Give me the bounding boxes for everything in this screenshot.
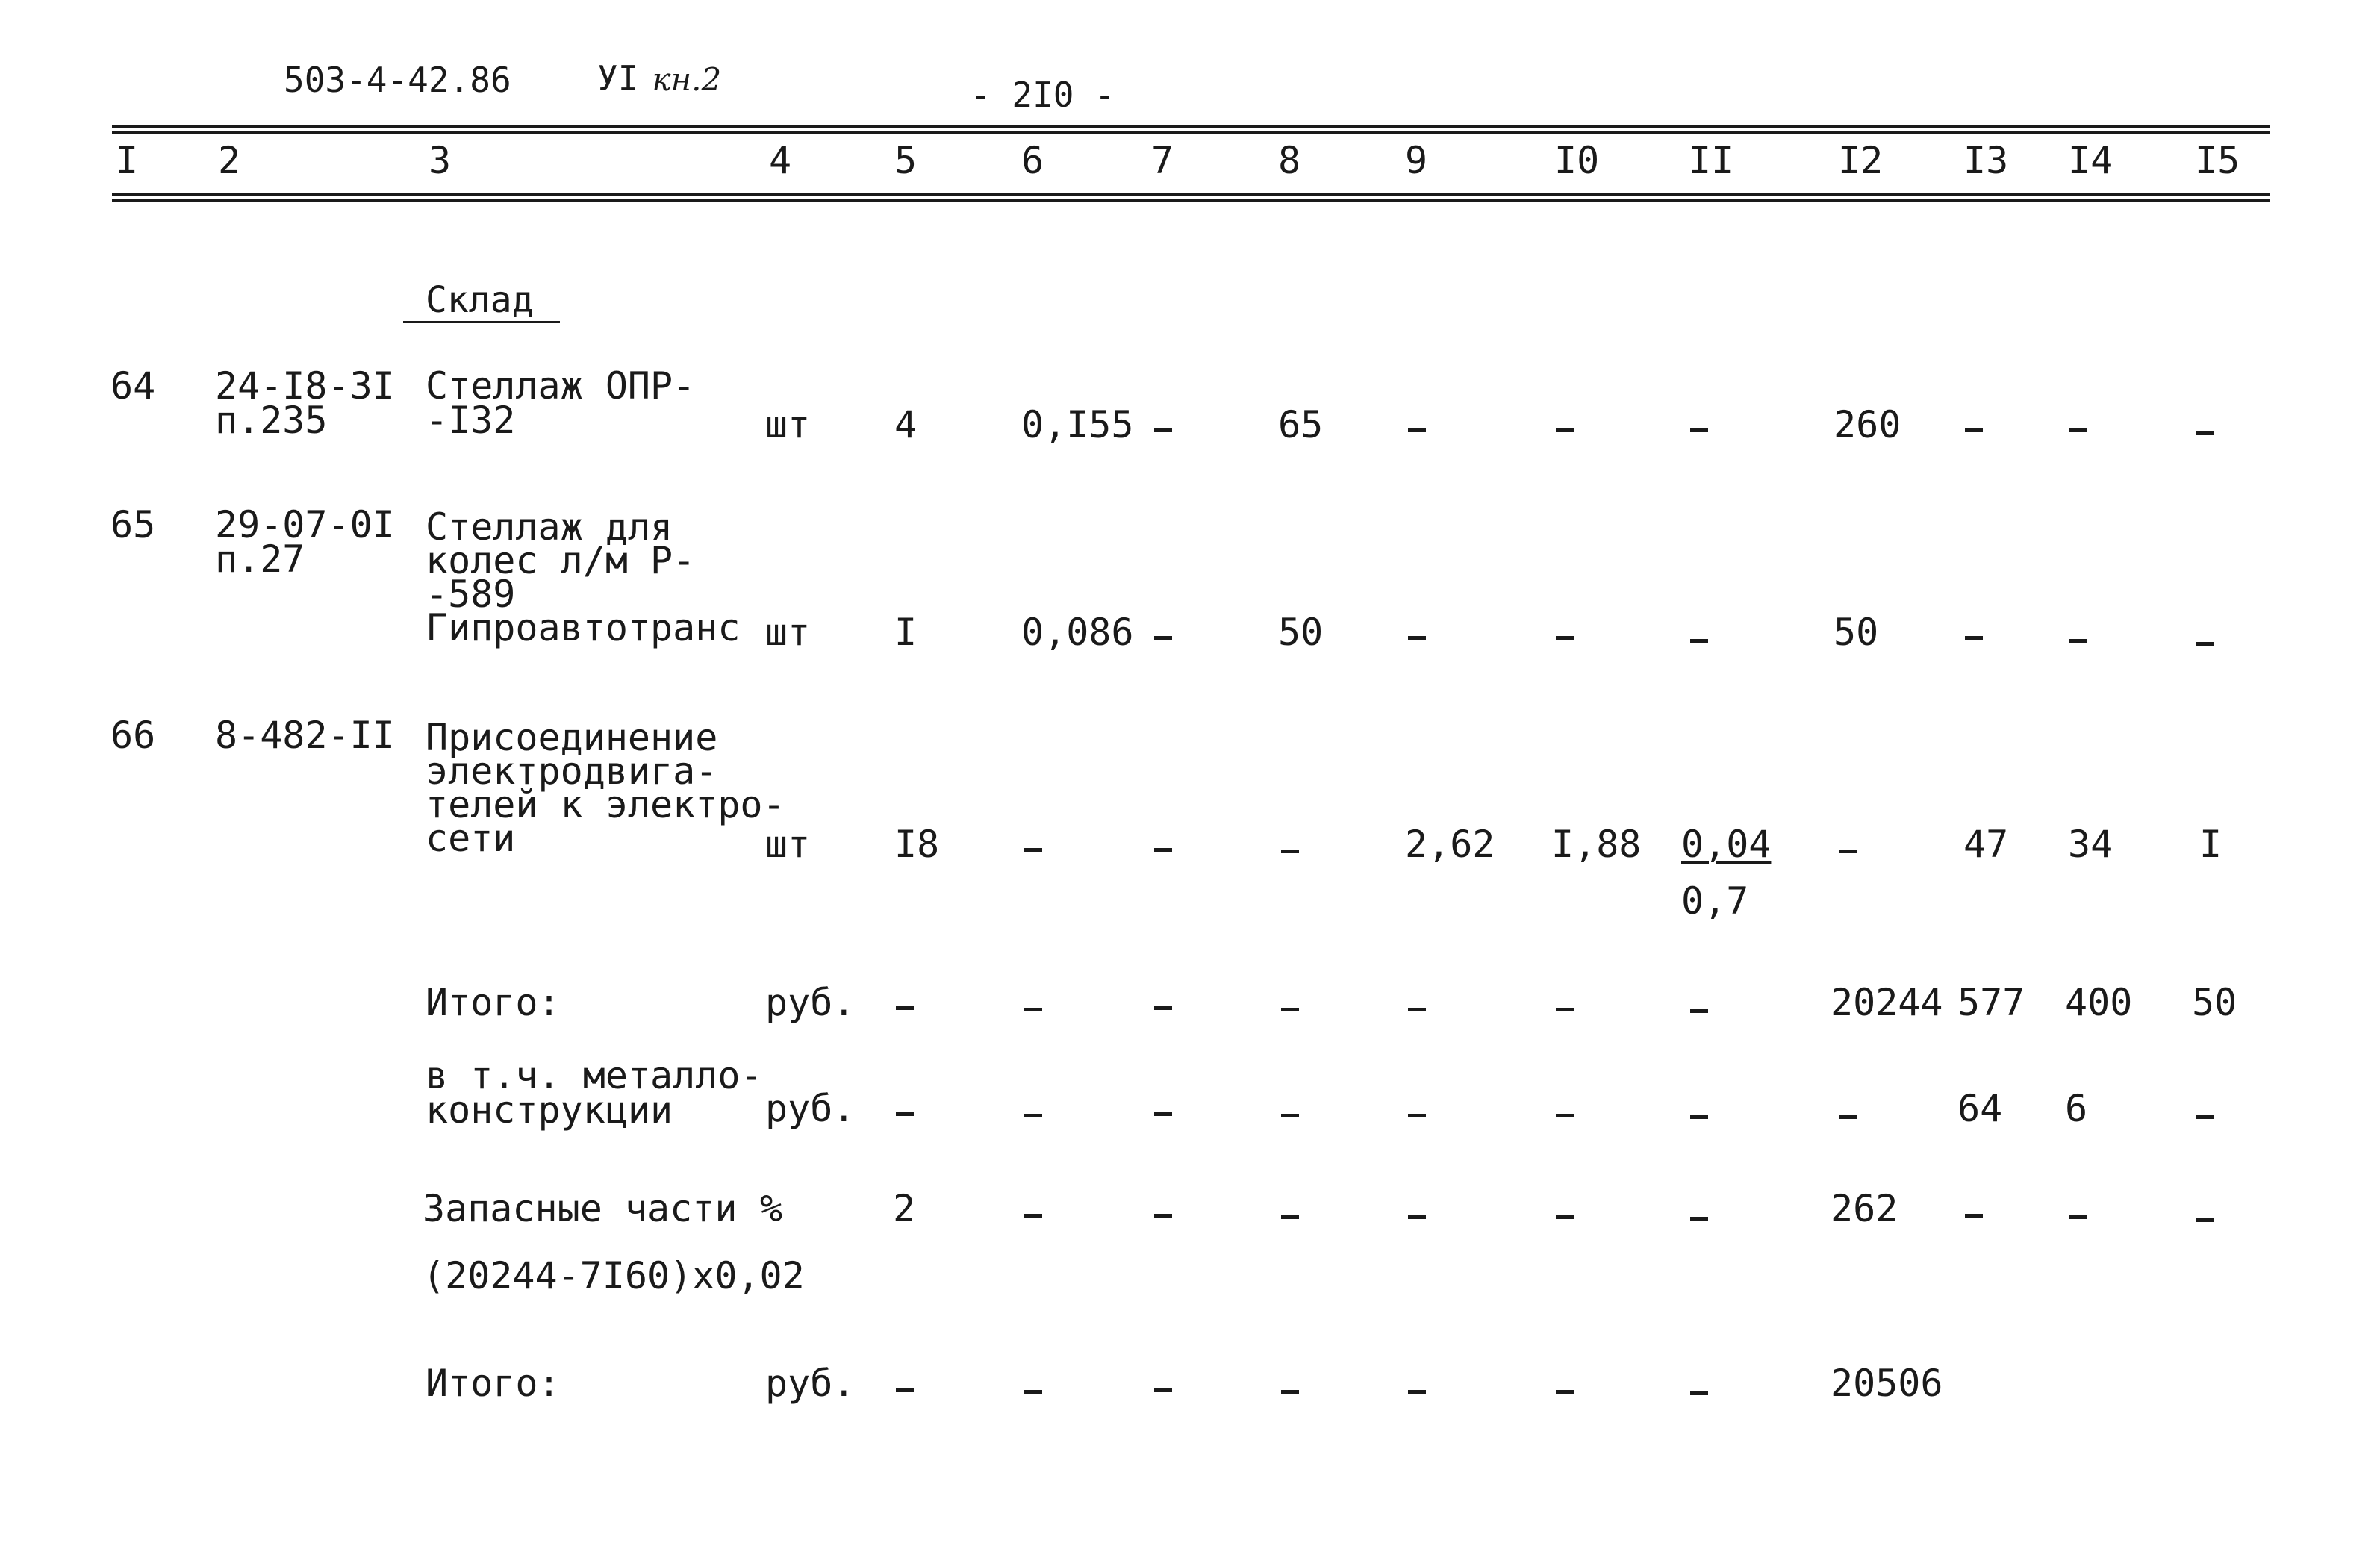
column-number-7: 7 — [1151, 139, 1174, 182]
total-col7-dash — [1154, 1006, 1172, 1010]
metal-constructions-unit: руб. — [765, 1087, 856, 1130]
row-66-col10: I,88 — [1551, 823, 1642, 866]
row-65-code: 29-07-0I п.27 — [215, 503, 395, 581]
total-col15: 50 — [2192, 981, 2237, 1024]
row-65-name: Стеллаж для колес л/м Р- -589 Гипроавтотранс — [426, 505, 741, 649]
section-title: Склад — [426, 279, 534, 321]
metal-col12-dash — [1839, 1115, 1857, 1119]
row-66-col9: 2,62 — [1405, 823, 1495, 866]
row-65-col8: 50 — [1278, 611, 1324, 654]
spare-parts-formula: (20244-7I60)х0,02 — [423, 1254, 805, 1297]
row-66-col13: 47 — [1963, 823, 2009, 866]
row-66-unit: шт — [765, 823, 811, 866]
row-65-col11-dash — [1690, 639, 1708, 643]
row-64-unit: шт — [765, 403, 811, 446]
row-66-col8-dash — [1281, 850, 1299, 853]
metal-col13: 64 — [1957, 1087, 2003, 1130]
total-col11-dash — [1690, 1009, 1708, 1013]
row-66-col11-numerator: 0,04 — [1681, 823, 1772, 866]
total-col14: 400 — [2065, 981, 2133, 1024]
header-rule-bottom — [112, 193, 2270, 196]
column-number-15: I5 — [2195, 139, 2240, 182]
total-label: Итого: — [426, 981, 561, 1024]
grand-total-col11-dash — [1690, 1391, 1708, 1395]
row-65-quantity: I — [894, 611, 918, 654]
column-number-5: 5 — [894, 139, 918, 182]
total-col6-dash — [1024, 1008, 1042, 1011]
metal-constructions-label: в т.ч. металло- конструкции — [426, 1054, 763, 1132]
row-65-col6: 0,086 — [1021, 611, 1134, 654]
row-65-col12: 50 — [1834, 611, 1879, 654]
grand-total-col7-dash — [1154, 1388, 1172, 1392]
spare-parts-percent: 2 — [893, 1187, 916, 1230]
total-col9-dash — [1408, 1008, 1426, 1011]
grand-total-col5-dash — [896, 1388, 914, 1392]
grand-total-col10-dash — [1556, 1390, 1574, 1394]
column-number-2: 2 — [218, 139, 241, 182]
metal-col7-dash — [1154, 1112, 1172, 1116]
spare-parts-unit: % — [760, 1187, 783, 1230]
metal-col8-dash — [1281, 1114, 1299, 1117]
row-66-col7-dash — [1154, 848, 1172, 852]
section-title-underline — [403, 321, 560, 323]
row-66-name: Присоединение электродвига- телей к электро- сети — [426, 716, 785, 860]
row-65-col10-dash — [1556, 636, 1574, 640]
spare-col11-dash — [1690, 1217, 1708, 1221]
column-number-3: 3 — [429, 139, 452, 182]
spare-col15-dash — [2196, 1218, 2214, 1222]
spare-col9-dash — [1408, 1215, 1426, 1219]
row-65-number: 65 — [110, 503, 156, 546]
row-66-number: 66 — [110, 714, 156, 757]
row-65-col7-dash — [1154, 636, 1172, 640]
page-number: - 2I0 - — [971, 75, 1115, 115]
spare-parts-label: Запасные части — [423, 1187, 738, 1230]
grand-total-col8-dash — [1281, 1390, 1299, 1394]
column-number-1: I — [116, 139, 139, 182]
row-66-col11-denominator: 0,7 — [1681, 879, 1749, 923]
grand-total-unit: руб. — [765, 1362, 856, 1405]
total-unit: руб. — [765, 981, 856, 1024]
total-col8-dash — [1281, 1008, 1299, 1011]
metal-col11-dash — [1690, 1115, 1708, 1119]
grand-total-label: Итого: — [426, 1362, 561, 1405]
row-64-col6: 0,I55 — [1021, 403, 1134, 446]
row-65-col13-dash — [1965, 636, 1983, 640]
row-65-unit: шт — [765, 611, 811, 654]
document-code: 503-4-42.86 — [284, 60, 511, 100]
book-handwritten-note: кн.2 — [652, 61, 722, 98]
metal-col9-dash — [1408, 1114, 1426, 1117]
row-64-code: 24-I8-3I п.235 — [215, 364, 395, 442]
grand-total-col6-dash — [1024, 1390, 1042, 1394]
total-col10-dash — [1556, 1008, 1574, 1011]
total-col13: 577 — [1957, 981, 2025, 1024]
spare-col8-dash — [1281, 1215, 1299, 1219]
row-64-col14-dash — [2069, 428, 2087, 432]
metal-col14: 6 — [2065, 1087, 2088, 1130]
row-66-col14: 34 — [2068, 823, 2113, 866]
spare-col6-dash — [1024, 1214, 1042, 1218]
header-rule-top-double — [112, 131, 2270, 134]
column-number-9: 9 — [1405, 139, 1428, 182]
row-64-col9-dash — [1408, 428, 1426, 432]
row-64-col13-dash — [1965, 428, 1983, 432]
row-66-col6-dash — [1024, 848, 1042, 852]
column-number-6: 6 — [1021, 139, 1044, 182]
volume-label — [597, 58, 721, 99]
grand-total-col12: 20506 — [1831, 1362, 1943, 1405]
column-number-12: I2 — [1838, 139, 1884, 182]
column-number-4: 4 — [769, 139, 792, 182]
row-66-col15: I — [2199, 823, 2222, 866]
row-64-name: Стеллаж ОПР- -I32 — [426, 364, 696, 442]
column-number-13: I3 — [1963, 139, 2009, 182]
row-64-col12: 260 — [1834, 403, 1901, 446]
header-rule-top — [112, 125, 2270, 128]
row-64-col10-dash — [1556, 428, 1574, 432]
metal-col10-dash — [1556, 1114, 1574, 1117]
metal-col5-dash — [896, 1112, 914, 1116]
spare-col13-dash — [1965, 1214, 1983, 1218]
row-65-col15-dash — [2196, 642, 2214, 646]
total-col12: 20244 — [1831, 981, 1943, 1024]
header-rule-bottom-double — [112, 199, 2270, 202]
row-66-quantity: I8 — [894, 823, 940, 866]
row-66-code: 8-482-II — [215, 714, 395, 757]
metal-col15-dash — [2196, 1115, 2214, 1119]
volume-number: УI — [597, 58, 639, 99]
row-64-col8: 65 — [1278, 403, 1324, 446]
row-65-col9-dash — [1408, 636, 1426, 640]
spare-col7-dash — [1154, 1214, 1172, 1218]
spare-col14-dash — [2069, 1215, 2087, 1219]
spare-col12: 262 — [1831, 1187, 1898, 1230]
row-64-quantity: 4 — [894, 403, 918, 446]
total-col5-dash — [896, 1006, 914, 1010]
column-number-8: 8 — [1278, 139, 1301, 182]
row-64-col15-dash — [2196, 431, 2214, 435]
row-65-col14-dash — [2069, 639, 2087, 643]
spare-col10-dash — [1556, 1215, 1574, 1219]
row-64-col11-dash — [1690, 428, 1708, 432]
row-64-col7-dash — [1154, 428, 1172, 432]
grand-total-col9-dash — [1408, 1390, 1426, 1394]
column-number-11: II — [1689, 139, 1734, 182]
row-66-col12-dash — [1839, 850, 1857, 853]
column-number-10: I0 — [1554, 139, 1600, 182]
row-64-number: 64 — [110, 364, 156, 408]
metal-col6-dash — [1024, 1114, 1042, 1117]
column-number-14: I4 — [2068, 139, 2113, 182]
